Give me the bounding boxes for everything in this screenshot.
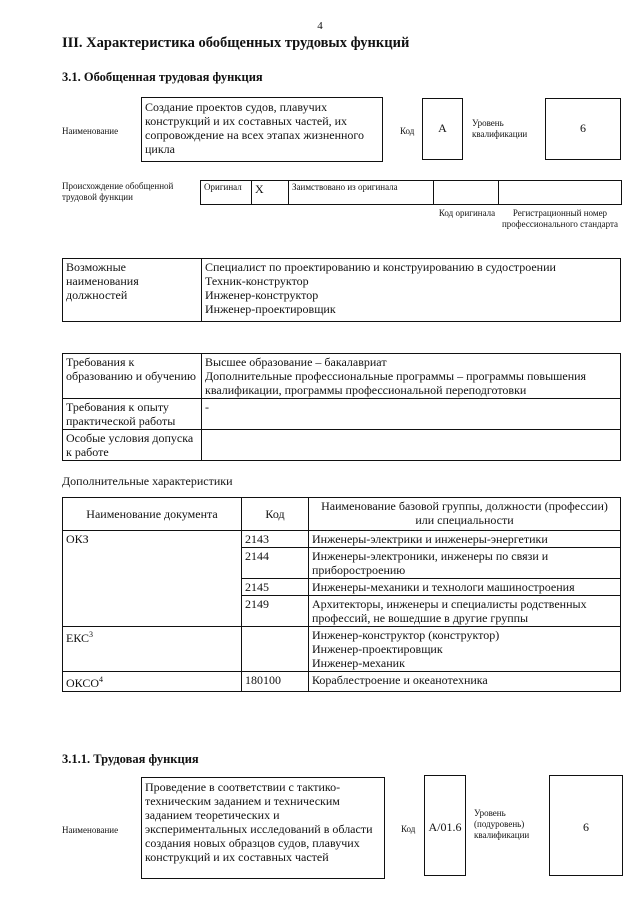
tf-name-label: Наименование (62, 825, 119, 835)
okz-code: 2149 (242, 596, 309, 627)
conditions-label: Особые условия допуска к работе (63, 430, 202, 461)
gtf-name-label: Наименование (62, 126, 119, 136)
eks-footnote: 3 (89, 630, 94, 639)
requirements-table (62, 353, 621, 461)
eks-line: Инженер-проектировщик (312, 642, 443, 656)
conditions-value (202, 430, 621, 461)
table-row (63, 627, 621, 672)
okz-name: Архитекторы, инженеры и специалисты родственных профессий, не вошедшие в другие группы (309, 596, 621, 627)
okz-label: ОКЗ (63, 531, 242, 627)
table-row (63, 672, 621, 692)
gtf-origin-label: Происхождение обобщенной трудовой функции (62, 181, 174, 202)
col-code-header: Код (242, 498, 309, 531)
eks-label-text: ЕКС (66, 631, 90, 645)
table-row (63, 531, 621, 548)
education-value (202, 354, 621, 399)
tf-code-label: Код (401, 824, 416, 834)
tf-heading: 3.1.1. Трудовая функция (62, 752, 199, 766)
original-mark: X (252, 181, 289, 205)
okz-code: 2143 (242, 531, 309, 548)
code-original-caption: Код оригинала (438, 208, 496, 218)
page-number: 4 (317, 20, 323, 32)
okso-label-text: ОКСО (66, 676, 100, 690)
positions-label: Возможные наименования должностей (63, 259, 202, 322)
reg-number-caption: Регистрационный номер профессионального стандарта (501, 208, 619, 229)
okz-code: 2144 (242, 548, 309, 579)
eks-code (242, 627, 309, 672)
positions-table (62, 258, 621, 322)
tf-level-label: Уровень (подуровень) квалификации (474, 808, 530, 840)
education-label: Требования к образованию и обучению (63, 354, 202, 399)
section-title: III. Характеристика обобщенных трудовых функций (62, 35, 410, 51)
eks-line: Инженер-механик (312, 656, 405, 670)
okz-name: Инженеры-электрики и инженеры-энергетики (309, 531, 621, 548)
eks-line: Инженер-конструктор (конструктор) (312, 628, 500, 642)
experience-value: - (202, 399, 621, 430)
gtf-level-label: Уровень квалификации (472, 118, 528, 139)
tf-level-value: 6 (549, 775, 623, 876)
origin-table (200, 180, 622, 205)
reg-number-cell (499, 181, 622, 205)
okz-name: Инженеры-электроники, инженеры по связи и приборостроению (309, 548, 621, 579)
gtf-heading: 3.1. Обобщенная трудовая функция (62, 70, 263, 84)
borrowed-label: Заимствовано из оригинала (289, 181, 434, 205)
education-line: Высшее образование – бакалавриат (205, 355, 387, 369)
eks-label (63, 627, 242, 672)
gtf-level-value: 6 (545, 98, 621, 160)
okso-code: 180100 (242, 672, 309, 692)
additional-heading: Дополнительные характеристики (62, 474, 233, 488)
okso-name: Кораблестроение и океанотехника (309, 672, 621, 692)
gtf-code-label: Код (400, 126, 415, 136)
gtf-name-value: Создание проектов судов, плавучих конструкций и их составных частей, их сопровождение на всех этапах жизненного цикла (141, 97, 383, 162)
original-label: Оригинал (201, 181, 252, 205)
code-original-cell (434, 181, 499, 205)
eks-names (309, 627, 621, 672)
experience-label: Требования к опыту практической работы (63, 399, 202, 430)
position-item: Техник-конструктор (205, 274, 309, 288)
col-doc-header: Наименование документа (63, 498, 242, 531)
education-line: Дополнительные профессиональные программы – программы повышения квалификации, программы профессиональной переподготовки (205, 369, 587, 397)
okso-footnote: 4 (99, 675, 104, 684)
position-item: Инженер-проектировщик (205, 302, 336, 316)
position-item: Инженер-конструктор (205, 288, 319, 302)
position-item: Специалист по проектированию и конструированию в судостроении (205, 260, 556, 274)
tf-code-value: A/01.6 (424, 775, 466, 876)
okso-label (63, 672, 242, 692)
col-name-header: Наименование базовой группы, должности (профессии) или специальности (309, 498, 621, 531)
okz-code: 2145 (242, 579, 309, 596)
okz-name: Инженеры-механики и технологи машиностроения (309, 579, 621, 596)
tf-name-value: Проведение в соответствии с тактико-техническим заданием и техническим заданием теоретических и экспериментальных исследований в области создания новых образцов судов, плавучих конструкций и их составных частей (141, 777, 385, 879)
additional-table (62, 497, 621, 692)
positions-list (202, 259, 621, 322)
gtf-code-value: A (422, 98, 463, 160)
